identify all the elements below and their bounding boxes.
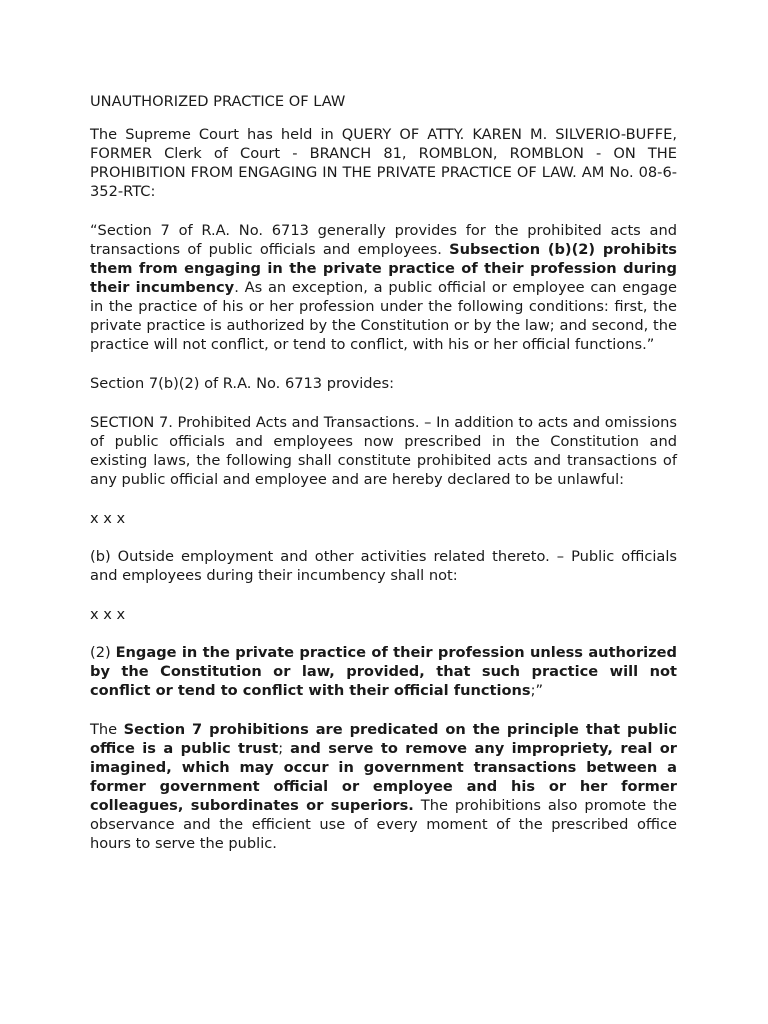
- subsection-b-paragraph: (b) Outside employment and other activities related thereto. – Public officials and employees during their incumbency shall not:: [90, 548, 677, 584]
- ellipsis-2: x x x: [90, 606, 126, 623]
- section-provides-paragraph: Section 7(b)(2) of R.A. No. 6713 provides:: [90, 375, 395, 392]
- closing-paragraph: [90, 720, 677, 853]
- quote-bold-text: Subsection (b)(2) prohibits them from engaging in the private practice of their profession during their incumbency: [90, 241, 677, 296]
- item-2-bold-text: Engage in the private practice of their profession unless authorized by the Constitution or law, provided, that such practice will not conflict or tend to conflict with their official functions: [90, 644, 677, 699]
- quote-paragraph: [90, 221, 677, 354]
- closing-bold-1: Section 7 prohibitions are predicated on the principle that public office is a public trust: [90, 721, 677, 757]
- closing-end: The prohibitions also promote the observance and the efficient use of every moment of the prescribed office hours to serve the public.: [90, 797, 677, 852]
- intro-paragraph: The Supreme Court has held in QUERY OF ATTY. KAREN M. SILVERIO-BUFFE, FORMER Clerk of Court - BRANCH 81, ROMBLON, ROMBLON - ON THE PROHIBITION FROM ENGAGING IN THE PRIVATE PRACTICE OF LAW. AM No. 08-6-352-RTC:: [90, 126, 677, 200]
- document-title: UNAUTHORIZED PRACTICE OF LAW: [90, 93, 346, 110]
- section-7-paragraph: SECTION 7. Prohibited Acts and Transactions. – In addition to acts and omissions of public officials and employees now prescribed in the Constitution and existing laws, the following shall constitute prohibited acts and transactions of any public official and employee and are hereby declared to be unlawful:: [90, 414, 677, 488]
- item-2-paragraph: [90, 643, 677, 700]
- quote-text-start: “Section 7 of R.A. No. 6713 generally provides for the prohibited acts and transactions of public officials and employees.: [90, 222, 677, 258]
- closing-bold-2: and serve to remove any impropriety, real or imagined, which may occur in government transactions between a former government official or employee and his or her former colleagues, subordinates or superiors.: [90, 740, 677, 814]
- item-2-end: ;”: [530, 682, 544, 699]
- quote-text-end: . As an exception, a public official or employee can engage in the practice of his or her profession under the following conditions: first, the private practice is authorized by the Constitution or by the law; and second, the practice will not conflict, or tend to conflict, with his or her official functions.”: [90, 279, 677, 353]
- closing-start: The: [90, 721, 124, 738]
- document-page: [90, 92, 677, 873]
- item-2-number: (2): [90, 644, 116, 661]
- ellipsis-1: x x x: [90, 510, 126, 527]
- closing-mid: ;: [278, 740, 291, 757]
